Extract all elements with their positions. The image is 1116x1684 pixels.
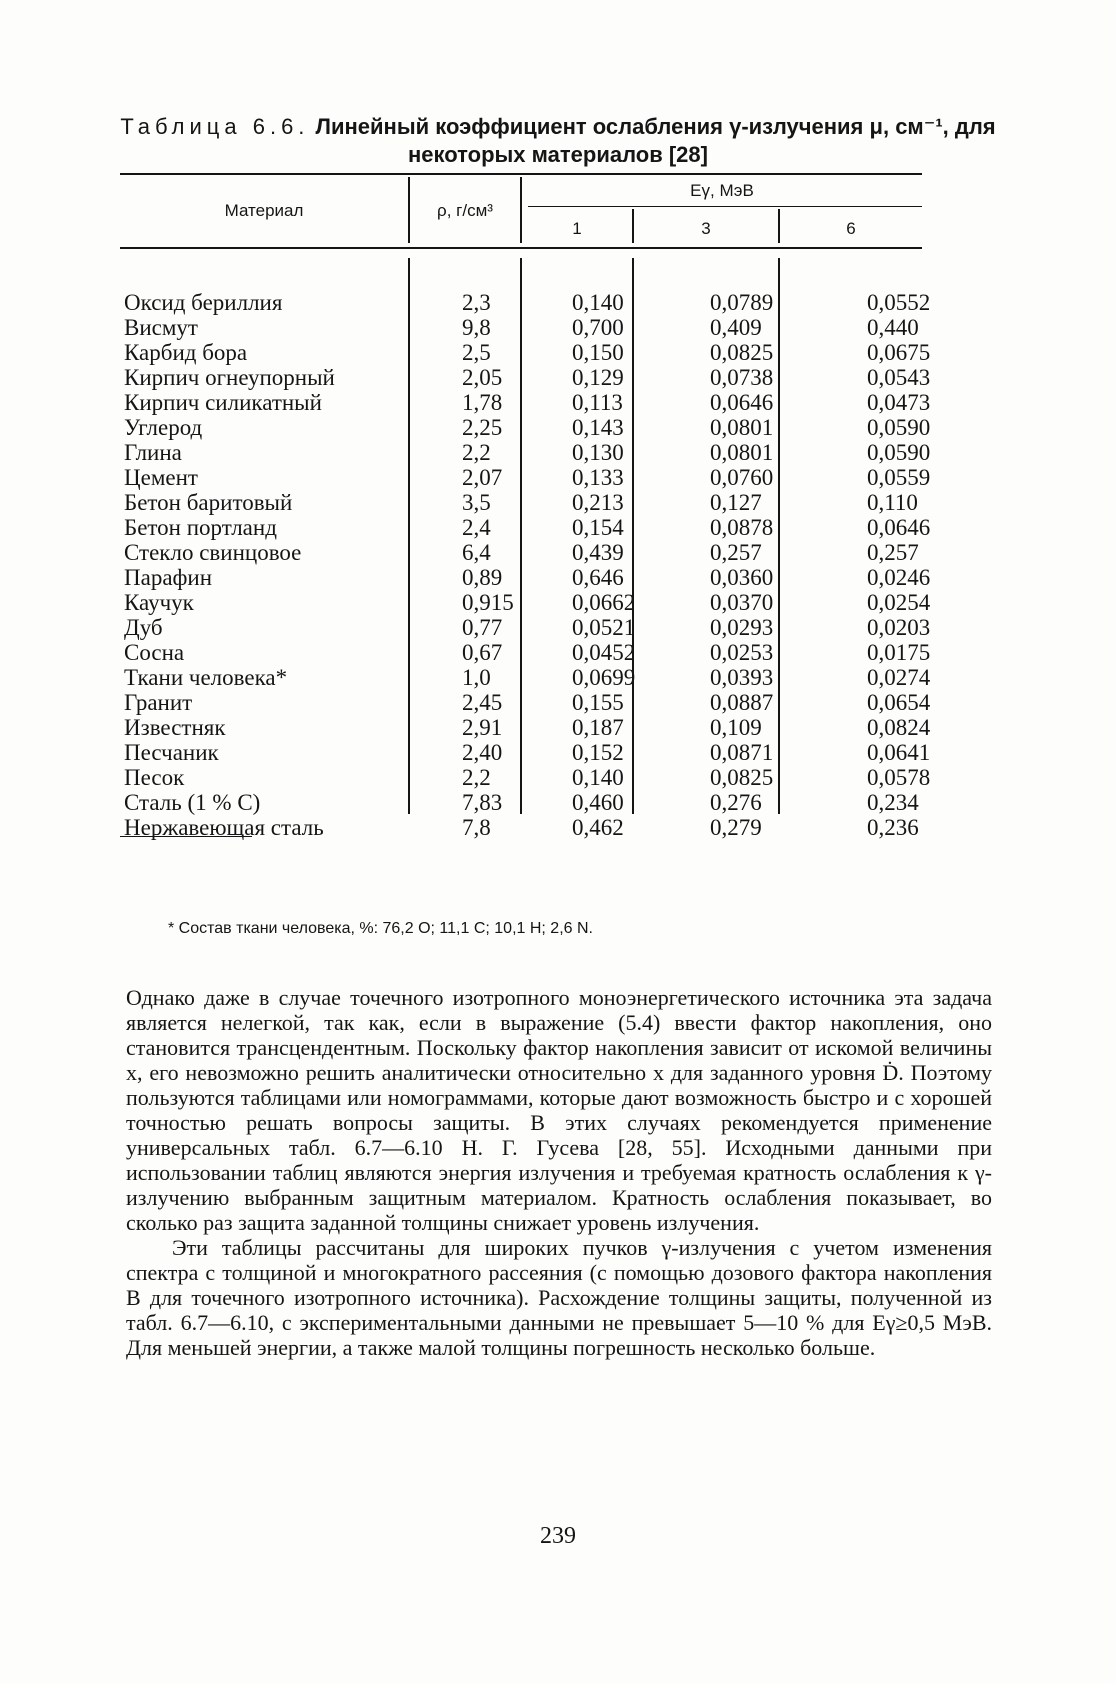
- mu-6mev-cell: 0,0590: [867, 415, 931, 440]
- mu-1mev-cell: 0,130: [572, 440, 624, 465]
- density-cell: 2,07: [462, 465, 503, 490]
- mu-1mev-cell: 0,439: [572, 540, 624, 565]
- mu-6mev-cell: 0,0590: [867, 440, 931, 465]
- mu-3mev-cell: 0,0738: [710, 365, 774, 390]
- page-number: 239: [540, 1523, 576, 1549]
- table-row: [120, 690, 996, 715]
- mu-3mev-cell: 0,0760: [710, 465, 774, 490]
- mu-3mev-cell: 0,0871: [710, 740, 774, 765]
- mu-1mev-cell: 0,129: [572, 365, 624, 390]
- material-cell: Карбид бора: [124, 340, 248, 365]
- material-cell: Каучук: [124, 590, 194, 615]
- header-energy: Eγ, МэВ: [690, 181, 754, 200]
- mu-6mev-cell: 0,0641: [867, 740, 931, 765]
- table-row: [120, 365, 996, 390]
- density-cell: 1,78: [462, 390, 503, 415]
- density-cell: 7,8: [462, 815, 491, 840]
- mu-1mev-cell: 0,113: [572, 390, 623, 415]
- header-density: ρ, г/см³: [437, 201, 493, 220]
- table-row: [120, 665, 996, 690]
- mu-6mev-cell: 0,236: [867, 815, 919, 840]
- material-cell: Кирпич огнеупорный: [124, 365, 335, 390]
- mu-3mev-cell: 0,0370: [710, 590, 774, 615]
- mu-6mev-cell: 0,0559: [867, 465, 931, 490]
- mu-6mev-cell: 0,0552: [867, 290, 931, 315]
- density-cell: 9,8: [462, 315, 491, 340]
- mu-3mev-cell: 0,0801: [710, 415, 774, 440]
- table-title: Линейный коэффициент ослабления γ-излучения μ, см⁻¹, для некоторых материалов [28]: [315, 114, 996, 167]
- material-cell: Глина: [124, 440, 182, 465]
- material-cell: Парафин: [124, 565, 213, 590]
- mu-1mev-cell: 0,133: [572, 465, 624, 490]
- mu-6mev-cell: 0,0246: [867, 565, 931, 590]
- table-row: [120, 390, 996, 415]
- energy-group-rule: [528, 206, 922, 207]
- material-cell: Дуб: [124, 615, 163, 640]
- mu-1mev-cell: 0,154: [572, 515, 624, 540]
- mu-1mev-cell: 0,150: [572, 340, 624, 365]
- density-cell: 2,5: [462, 340, 491, 365]
- material-cell: Песчаник: [124, 740, 219, 765]
- mu-1mev-cell: 0,140: [572, 290, 624, 315]
- mu-1mev-cell: 0,0452: [572, 640, 636, 665]
- table-row: [120, 490, 996, 515]
- mu-3mev-cell: 0,276: [710, 790, 762, 815]
- header-material: Материал: [224, 201, 304, 220]
- table-row: [120, 290, 996, 315]
- table-row: [120, 440, 996, 465]
- mu-6mev-cell: 0,234: [867, 790, 919, 815]
- material-cell: Гранит: [124, 690, 193, 715]
- material-cell: Песок: [124, 765, 185, 790]
- mu-3mev-cell: 0,109: [710, 715, 762, 740]
- table-number: Таблица 6.6.: [120, 114, 310, 139]
- mu-3mev-cell: 0,409: [710, 315, 762, 340]
- header-bottom-rule: [120, 247, 922, 249]
- material-cell: Кирпич силикатный: [124, 390, 322, 415]
- mu-3mev-cell: 0,0253: [710, 640, 774, 665]
- mu-1mev-cell: 0,646: [572, 565, 624, 590]
- table-row: [120, 540, 996, 565]
- table-caption: [120, 113, 996, 169]
- table-row: [120, 715, 996, 740]
- mu-1mev-cell: 0,0521: [572, 615, 636, 640]
- material-cell: Сталь (1 % С): [124, 790, 261, 815]
- mu-1mev-cell: 0,460: [572, 790, 624, 815]
- mu-6mev-cell: 0,0203: [867, 615, 931, 640]
- header-energy-3: 3: [701, 219, 711, 238]
- density-cell: 1,0: [462, 665, 491, 690]
- mu-3mev-cell: 0,0789: [710, 290, 774, 315]
- table-row: [120, 740, 996, 765]
- material-cell: Стекло свинцовое: [124, 540, 302, 565]
- table-row: [120, 815, 996, 840]
- mu-1mev-cell: 0,140: [572, 765, 624, 790]
- footnote: * Состав ткани человека, %: 76,2 O; 11,1 C; 10,1 H; 2,6 N.: [168, 920, 593, 937]
- mu-3mev-cell: 0,0825: [710, 765, 774, 790]
- mu-6mev-cell: 0,0646: [867, 515, 931, 540]
- density-cell: 0,89: [462, 565, 503, 590]
- mu-3mev-cell: 0,279: [710, 815, 762, 840]
- density-cell: 2,4: [462, 515, 491, 540]
- material-cell: Бетон портланд: [124, 515, 277, 540]
- mu-1mev-cell: 0,213: [572, 490, 624, 515]
- table-body: [120, 290, 996, 840]
- table-row: [120, 790, 996, 815]
- table-row: [120, 765, 996, 790]
- mu-3mev-cell: 0,0878: [710, 515, 774, 540]
- mu-6mev-cell: 0,0654: [867, 690, 931, 715]
- mu-3mev-cell: 0,0360: [710, 565, 774, 590]
- mu-3mev-cell: 0,127: [710, 490, 762, 515]
- mu-1mev-cell: 0,700: [572, 315, 624, 340]
- table-row: [120, 615, 996, 640]
- material-cell: Нержавеющая сталь: [124, 815, 324, 840]
- paragraph-2: Эти таблицы рассчитаны для широких пучков γ-излучения с учетом изменения спектра с толщиной и многократного рассеяния (с помощью дозового фактора накопления B для точечного изотропного источника). Расхождение толщины защиты, полученной из табл. 6.7—6.10, с экспериментальными данными не превышает 5—10 % для Eγ≥0,5 МэВ. Для меньшей энергии, а также малой толщины погрешность несколько больше.: [126, 1235, 992, 1360]
- material-cell: Известняк: [124, 715, 226, 740]
- table-row: [120, 565, 996, 590]
- mu-3mev-cell: 0,0825: [710, 340, 774, 365]
- header-energy-1: 1: [572, 219, 582, 238]
- material-cell: Цемент: [124, 465, 198, 490]
- density-cell: 2,25: [462, 415, 503, 440]
- mu-6mev-cell: 0,257: [867, 540, 919, 565]
- table-row: [120, 515, 996, 540]
- mu-6mev-cell: 0,440: [867, 315, 919, 340]
- density-cell: 2,05: [462, 365, 503, 390]
- mu-6mev-cell: 0,0175: [867, 640, 931, 665]
- material-cell: Оксид бериллия: [124, 290, 283, 315]
- table-row: [120, 315, 996, 340]
- mu-1mev-cell: 0,187: [572, 715, 624, 740]
- mu-6mev-cell: 0,0543: [867, 365, 931, 390]
- body-text: [126, 985, 992, 1360]
- mu-3mev-cell: 0,0801: [710, 440, 774, 465]
- mu-3mev-cell: 0,0646: [710, 390, 774, 415]
- mu-1mev-cell: 0,143: [572, 415, 624, 440]
- mu-1mev-cell: 0,152: [572, 740, 624, 765]
- density-cell: 6,4: [462, 540, 491, 565]
- material-cell: Бетон баритовый: [124, 490, 293, 515]
- table-row: [120, 640, 996, 665]
- mu-6mev-cell: 0,0675: [867, 340, 931, 365]
- density-cell: 2,3: [462, 290, 491, 315]
- mu-6mev-cell: 0,110: [867, 490, 918, 515]
- mu-6mev-cell: 0,0274: [867, 665, 931, 690]
- table-row: [120, 465, 996, 490]
- mu-6mev-cell: 0,0824: [867, 715, 931, 740]
- density-cell: 2,40: [462, 740, 503, 765]
- mu-1mev-cell: 0,0699: [572, 665, 636, 690]
- mu-3mev-cell: 0,0293: [710, 615, 774, 640]
- mu-6mev-cell: 0,0578: [867, 765, 931, 790]
- mu-6mev-cell: 0,0473: [867, 390, 931, 415]
- density-cell: 0,67: [462, 640, 503, 665]
- mu-1mev-cell: 0,462: [572, 815, 624, 840]
- table-row: [120, 590, 996, 615]
- header-energy-6: 6: [846, 219, 856, 238]
- density-cell: 7,83: [462, 790, 503, 815]
- material-cell: Ткани человека*: [124, 665, 288, 690]
- mu-3mev-cell: 0,0887: [710, 690, 774, 715]
- density-cell: 0,77: [462, 615, 503, 640]
- material-cell: Углерод: [124, 415, 203, 440]
- material-cell: Висмут: [124, 315, 198, 340]
- density-cell: 2,2: [462, 440, 491, 465]
- density-cell: 2,91: [462, 715, 503, 740]
- table-row: [120, 340, 996, 365]
- density-cell: 0,915: [462, 590, 514, 615]
- density-cell: 2,45: [462, 690, 503, 715]
- mu-3mev-cell: 0,0393: [710, 665, 774, 690]
- table-top-rule: [120, 173, 922, 175]
- mu-1mev-cell: 0,155: [572, 690, 624, 715]
- density-cell: 2,2: [462, 765, 491, 790]
- table-row: [120, 415, 996, 440]
- mu-6mev-cell: 0,0254: [867, 590, 931, 615]
- density-cell: 3,5: [462, 490, 491, 515]
- material-cell: Сосна: [124, 640, 185, 665]
- mu-3mev-cell: 0,257: [710, 540, 762, 565]
- paragraph-1: Однако даже в случае точечного изотропного моноэнергетического источника эта задача является нелегкой, так как, если в выражение (5.4) ввести фактор накопления, оно становится трансцендентным. Поскольку фактор накопления зависит от искомой величины x, его невозможно решить аналитически относительно x для заданного уровня Ḋ. Поэтому пользуются таблицами или номограммами, которые дают возможность быстро и с хорошей точностью решать вопросы защиты. В этих случаях рекомендуется применение универсальных табл. 6.7—6.10 Н. Г. Гусева [28, 55]. Исходными данными при использовании таблиц являются энергия излучения и требуемая кратность ослабления к γ-излучению выбранным защитным материалом. Кратность ослабления показывает, во сколько раз защита заданной толщины снижает уровень излучения.: [126, 985, 992, 1235]
- mu-1mev-cell: 0,0662: [572, 590, 636, 615]
